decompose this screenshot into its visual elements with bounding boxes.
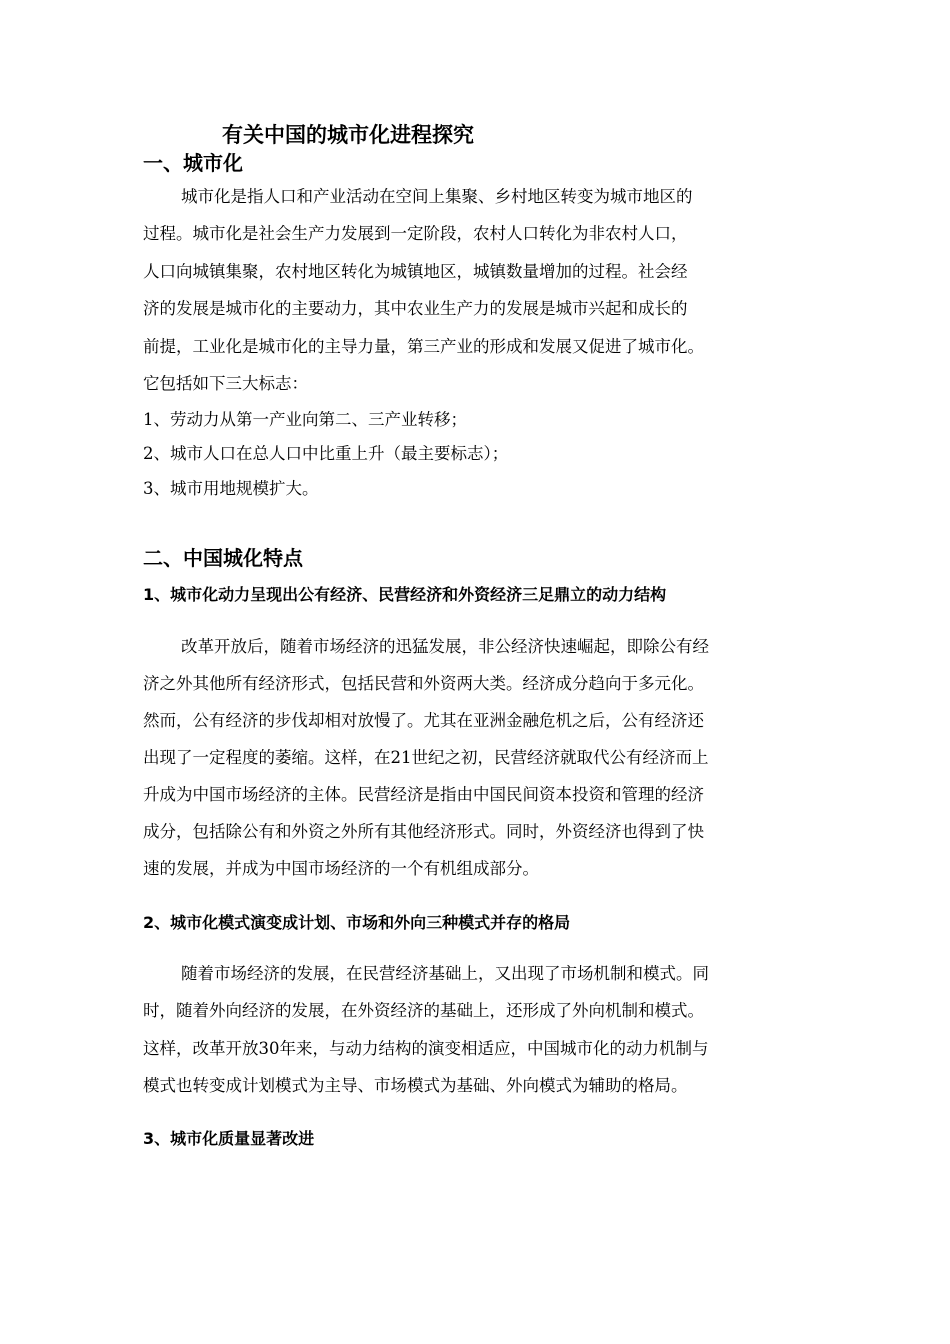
subsection-2-heading: 2、城市化模式演变成计划、市场和外向三种模式并存的格局 [143,913,571,932]
paragraph-line: 济的发展是城市化的主要动力，其中农业生产力的发展是城市兴起和成长的 [143,299,688,318]
paragraph-line: 前提，工业化是城市化的主导力量，第三产业的形成和发展又促进了城市化。 [143,337,704,356]
list-item: 2、城市人口在总人口中比重上升（最主要标志）； [143,444,509,463]
paragraph-line: 城市化是指人口和产业活动在空间上集聚、乡村地区转变为城市地区的 [181,187,693,206]
subsection-1-heading: 1、城市化动力呈现出公有经济、民营经济和外资经济三足鼎立的动力结构 [143,585,667,604]
paragraph-line: 人口向城镇集聚，农村地区转化为城镇地区，城镇数量增加的过程。社会经 [143,262,688,281]
paragraph-line: 然而，公有经济的步伐却相对放慢了。尤其在亚洲金融危机之后，公有经济还 [143,711,704,730]
paragraph-line: 这样，改革开放30年来，与动力结构的演变相适应，中国城市化的动力机制与 [143,1039,709,1058]
paragraph-line: 速的发展，并成为中国市场经济的一个有机组成部分。 [143,859,539,878]
paragraph-line: 出现了一定程度的萎缩。这样，在21世纪之初，民营经济就取代公有经济而上 [143,748,709,767]
list-item: 3、城市用地规模扩大。 [143,479,319,498]
paragraph-line: 成分，包括除公有和外资之外所有其他经济形式。同时，外资经济也得到了快 [143,822,704,841]
paragraph-line: 随着市场经济的发展，在民营经济基础上，又出现了市场机制和模式。同 [181,964,709,983]
paragraph-line: 改革开放后，随着市场经济的迅猛发展，非公经济快速崛起，即除公有经 [181,637,709,656]
list-item: 1、劳动力从第一产业向第二、三产业转移； [143,410,467,429]
document-title: 有关中国的城市化进程探究 [222,123,474,147]
section-2-heading: 二、中国城化特点 [143,546,303,570]
paragraph-line: 升成为中国市场经济的主体。民营经济是指由中国民间资本投资和管理的经济 [143,785,704,804]
section-1-heading: 一、城市化 [143,151,243,175]
paragraph-line: 济之外其他所有经济形式，包括民营和外资两大类。经济成分趋向于多元化。 [143,674,704,693]
paragraph-line: 模式也转变成计划模式为主导、市场模式为基础、外向模式为辅助的格局。 [143,1076,688,1095]
paragraph-line: 时，随着外向经济的发展，在外资经济的基础上，还形成了外向机制和模式。 [143,1001,704,1020]
paragraph-line: 它包括如下三大标志： [143,374,308,393]
subsection-3-heading: 3、城市化质量显著改进 [143,1129,315,1148]
paragraph-line: 过程。城市化是社会生产力发展到一定阶段，农村人口转化为非农村人口， [143,224,688,243]
